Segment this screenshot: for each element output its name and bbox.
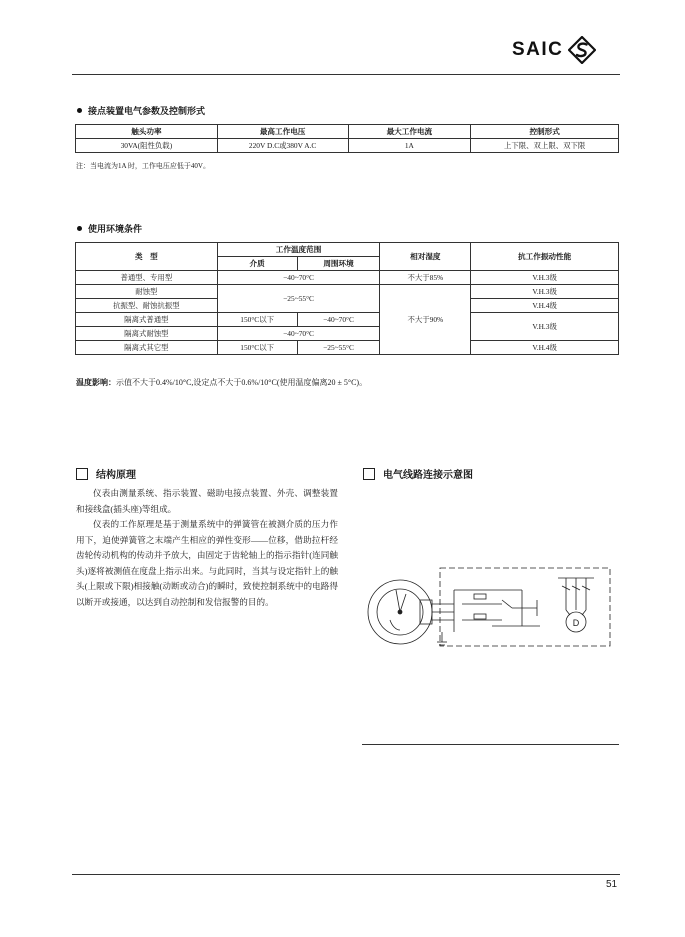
type-cell: 隔离式普通型 — [76, 313, 218, 327]
page-number: 51 — [606, 879, 618, 890]
vibration-cell: V.H.4级 — [471, 341, 619, 355]
contact-note: 注：当电流为1A 时，工作电压应低于40V。 — [76, 162, 210, 170]
cell-current: 1A — [348, 139, 471, 153]
cell-control: 上下限、双上限、双下限 — [471, 139, 619, 153]
ambient-cell: −40~70°C — [297, 313, 380, 327]
brand-name: SAIC — [512, 39, 564, 60]
header-rule — [72, 74, 620, 75]
structure-title-text: 结构原理 — [96, 470, 136, 481]
table-row — [76, 271, 619, 285]
wiring-rule — [362, 744, 619, 745]
medium-cell: 150°C以下 — [217, 313, 297, 327]
type-cell: 隔离式耐蚀型 — [76, 327, 218, 341]
structure-text — [76, 486, 338, 610]
temp-cell: −25~55°C — [217, 285, 380, 313]
saic-emblem-icon — [568, 36, 596, 64]
header-ambient: 周围环境 — [297, 257, 380, 271]
wiring-title-text: 电气线路连接示意图 — [383, 470, 473, 481]
col-current: 最大工作电流 — [348, 125, 471, 139]
vibration-cell: V.H.4级 — [471, 299, 619, 313]
vibration-cell: V.H.3级 — [471, 271, 619, 285]
cell-power: 30VA(阻性负载) — [76, 139, 218, 153]
ambient-cell: −25~55°C — [297, 341, 380, 355]
temp-effect-label: 温度影响： — [76, 378, 116, 387]
header-humidity: 相对湿度 — [380, 243, 471, 271]
col-voltage: 最高工作电压 — [217, 125, 348, 139]
header-vibration: 抗工作振动性能 — [471, 243, 619, 271]
bullet-icon — [77, 108, 82, 113]
cell-voltage: 220V D.C或380V A.C — [217, 139, 348, 153]
header-type: 类 型 — [76, 243, 218, 271]
env-conditions-table — [75, 242, 619, 355]
brand-logo — [512, 36, 596, 64]
structure-title — [76, 466, 136, 481]
table-row — [76, 285, 619, 299]
env-section-title — [77, 222, 142, 235]
temp-effect-text: 示值不大于0.4%/10°C,设定点不大于0.6%/10°C(使用温度偏离20 ± 5°C)。 — [116, 378, 368, 387]
medium-cell: 150°C以下 — [217, 341, 297, 355]
temp-effect-note — [76, 377, 367, 388]
table-row — [76, 139, 619, 153]
structure-paragraph-1: 仪表由测量系统、指示装置、磁助电接点装置、外壳、调整装置和接线盒(插头座)等组成。 — [76, 488, 338, 514]
header-temp-range: 工作温度范围 — [217, 243, 380, 257]
structure-paragraph-2: 仪表的工作原理是基于测量系统中的弹簧管在被测介质的压力作用下，迫使弹簧管之末端产生相应的弹性变形——位移，借助拉杆经齿轮传动机构的传动并予放大，由固定于齿轮轴上的指示指针(连同触头)逐将被测值在度盘上指示出来。与此同时，当其与设定指针上的触头(上限或下限)相接触(动断或动合)的瞬时，致使控制系统中的电路得以断开或接通，以达到自动控制和发信报警的目的。 — [76, 519, 338, 607]
checkbox-square-icon — [76, 468, 88, 480]
vibration-cell: V.H.3级 — [471, 285, 619, 299]
humidity-cell: 不大于90% — [380, 285, 471, 355]
footer-rule — [72, 874, 620, 875]
contact-section-title-text: 接点装置电气参数及控制形式 — [88, 106, 206, 116]
checkbox-square-icon — [363, 468, 375, 480]
table-row — [76, 313, 619, 327]
type-cell: 普通型、专用型 — [76, 271, 218, 285]
bullet-icon — [77, 226, 82, 231]
temp-cell: −40~70°C — [217, 327, 380, 341]
contact-params-table — [75, 124, 619, 153]
col-control: 控制形式 — [471, 125, 619, 139]
col-power: 触头功率 — [76, 125, 218, 139]
type-cell: 隔离式其它型 — [76, 341, 218, 355]
temp-cell: −40~70°C — [217, 271, 380, 285]
wiring-title — [363, 466, 473, 481]
motor-label: D — [572, 618, 580, 628]
type-cell: 耐蚀型 — [76, 285, 218, 299]
vibration-cell: V.H.3级 — [471, 313, 619, 341]
type-cell: 抗振型、耐蚀抗振型 — [76, 299, 218, 313]
header-medium: 介质 — [217, 257, 297, 271]
contact-section-title — [77, 104, 205, 117]
table-row — [76, 341, 619, 355]
env-section-title-text: 使用环境条件 — [88, 224, 143, 234]
table-header-row — [76, 125, 619, 139]
wiring-diagram — [362, 560, 622, 680]
humidity-cell: 不大于85% — [380, 271, 471, 285]
